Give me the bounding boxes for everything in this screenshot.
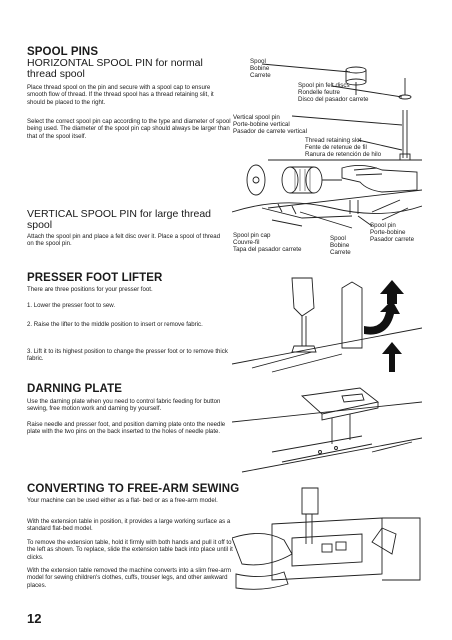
free-arm-paragraph-1: Your machine can be used either as a flat- bed or as a free-arm model. xyxy=(27,497,218,504)
presser-foot-lifter-illustration xyxy=(232,268,422,376)
label-spool-pin-felt-discs: Spool pin felt discs Rondelle feutre Disco del pasador carrete xyxy=(298,82,369,104)
darning-plate-illustration xyxy=(232,382,422,478)
presser-foot-step-2: 2. Raise the lifter to the middle position to insert or remove fabric. xyxy=(27,321,203,328)
darning-plate-paragraph-2: Raise needle and presser foot, and position darning plate onto the needle plate with the two pins on the back inserted to the holes of needle plate. xyxy=(27,421,226,436)
presser-foot-intro: There are three positions for your presser foot. xyxy=(27,286,153,293)
presser-foot-step-3: 3. Lift it to its highest position to change the presser foot or to remove thick fabric. xyxy=(27,348,228,363)
label-thread-retaining-slot: Thread retaining slot Fente de retenue de fil Ranura de retención de hilo xyxy=(305,137,382,159)
label-vertical-spool-pin: Vertical spool pin Porte-bobine vertical Pasador de carrete vertical xyxy=(233,114,307,136)
spool-pins-paragraph-1: Place thread spool on the pin and secure with a spool cap to ensure smooth flow of thread. If the thread spool has a thread retaining slit, it should be placed to the right. xyxy=(27,84,214,106)
free-arm-paragraph-2: With the extension table in position, it provides a large working surface as a standard flat-bed model. xyxy=(27,518,231,533)
spool-pins-paragraph-2: Select the correct spool pin cap according to the type and diameter of spool being used. The diameter of the spool pin cap should always be larger than that of the spool itself. xyxy=(27,118,231,140)
free-arm-paragraph-4: With the extension table removed the machine converts into a slim free-arm model for sewing children's clothes, cuffs, trouser legs, and other awkward places. xyxy=(27,567,231,589)
label-spool-pin: Spool pin Porte-bobine Pasador carrete xyxy=(370,222,415,244)
label-spool-vertical: Spool Bobine Carrete xyxy=(330,235,351,257)
presser-foot-step-1: 1. Lower the presser foot to sew. xyxy=(27,302,116,309)
vertical-spool-pin-heading: VERTICAL SPOOL PIN for large thread spool xyxy=(27,208,212,231)
free-arm-paragraph-3: To remove the extension table, hold it firmly with both hands and pull it off to the left as shown. To replace, slide the extension table back into place until it clicks. xyxy=(27,539,233,561)
vertical-spool-pin-paragraph: Attach the spool pin and place a felt disc over it. Place a spool of thread on the spool pin. xyxy=(27,233,221,248)
page-number: 12 xyxy=(27,611,42,626)
label-spool: Spool Bobine Carrete xyxy=(250,58,271,80)
label-spool-pin-cap: Spool pin cap Couvre-fil Tapa del pasador carrete xyxy=(233,232,302,254)
presser-foot-lifter-heading: PRESSER FOOT LIFTER xyxy=(27,272,163,284)
free-arm-heading: CONVERTING TO FREE-ARM SEWING xyxy=(27,483,240,495)
free-arm-illustration xyxy=(232,484,422,594)
darning-plate-paragraph-1: Use the darning plate when you need to control fabric feeding for button sewing, free motion work and darning by yourself. xyxy=(27,398,221,413)
horizontal-spool-pin-heading: HORIZONTAL SPOOL PIN for normal thread spool xyxy=(27,57,203,80)
darning-plate-heading: DARNING PLATE xyxy=(27,383,123,395)
spool-pins-heading: SPOOL PINS xyxy=(27,46,99,58)
